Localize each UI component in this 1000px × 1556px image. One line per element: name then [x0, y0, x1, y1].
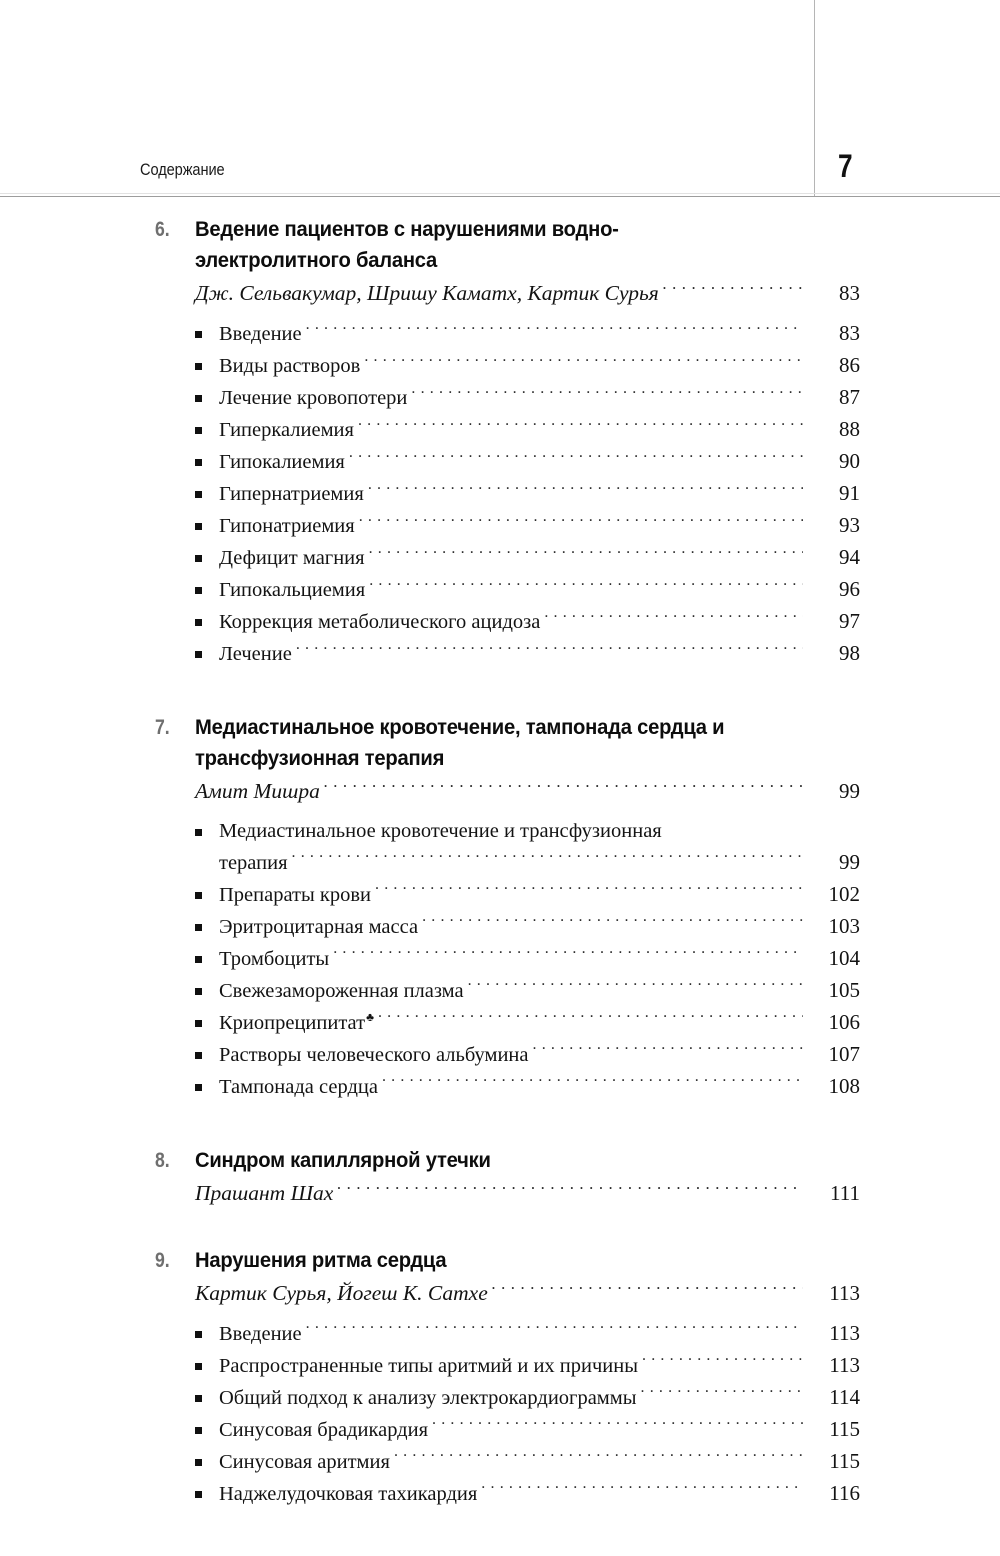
chapter-spacer: [0, 1209, 1000, 1245]
square-bullet-icon: [195, 318, 219, 349]
chapter-page-number: 83: [839, 281, 860, 305]
list-item-page-number: 116: [829, 1480, 860, 1505]
list-item-label: Синусовая аритмия: [219, 1450, 390, 1473]
list-item-label: Гипернатриемия: [219, 483, 364, 505]
dot-leader: [375, 880, 803, 901]
square-bullet-icon: [195, 574, 219, 605]
chapter-heading[interactable]: [0, 712, 1000, 774]
list-item-body: [219, 350, 860, 382]
list-item-body: [219, 1039, 860, 1071]
list-item-page-number: 115: [829, 1416, 860, 1441]
list-item[interactable]: [195, 638, 860, 670]
square-bullet-icon: [195, 1318, 219, 1349]
list-item-body: [219, 975, 860, 1007]
square-bullet-icon: [195, 478, 219, 509]
dot-leader: [492, 1278, 803, 1300]
footnote-marker-icon: ♣: [366, 1009, 374, 1024]
chapter-authors: Прашант Шах: [195, 1180, 334, 1205]
chapter-section-list: [0, 1318, 1000, 1510]
dot-leader: [468, 976, 803, 997]
list-item-leader-row: [219, 1039, 860, 1071]
list-item-leader-row: [219, 574, 860, 606]
square-bullet-icon: [195, 510, 219, 541]
chapter-page-number: 113: [829, 1280, 860, 1305]
dot-leader: [481, 1479, 803, 1500]
dot-leader: [422, 912, 803, 933]
list-item-leader-row: [219, 943, 860, 975]
list-item[interactable]: [195, 478, 860, 510]
table-of-contents: [0, 214, 1000, 1510]
list-item-label: Виды растворов: [219, 355, 361, 377]
list-item-page-number: 83: [839, 321, 860, 345]
dot-leader: [306, 1319, 803, 1340]
chapter-title: Ведение пациентов с нарушениями водно-электролитного баланса: [195, 217, 619, 272]
list-item-page-number: 113: [829, 1320, 860, 1345]
list-item-body: [219, 510, 860, 542]
dot-leader: [296, 640, 803, 661]
dot-leader: [411, 384, 803, 405]
toc-chapter: [0, 1145, 1000, 1209]
list-item-leader-row: [219, 478, 860, 510]
list-item-label-continued: терапия: [219, 851, 288, 874]
list-item-page-number: 103: [828, 913, 860, 938]
square-bullet-icon: [195, 350, 219, 381]
square-bullet-icon: [195, 414, 219, 445]
list-item-body: [219, 816, 860, 878]
square-bullet-icon: [195, 879, 219, 910]
list-item[interactable]: [195, 911, 860, 943]
chapter-authors-row[interactable]: [0, 775, 1000, 807]
chapter-number: 8.: [155, 1148, 170, 1172]
square-bullet-icon: [195, 1039, 219, 1070]
chapter-page-number: 111: [830, 1180, 860, 1205]
chapter-number: 7.: [155, 716, 170, 739]
list-item-leader-row: [219, 1382, 860, 1414]
list-item[interactable]: [195, 542, 860, 574]
list-item-body: [219, 1478, 860, 1510]
list-item-page-number: 113: [829, 1352, 860, 1377]
dot-leader: [544, 608, 803, 629]
list-item-leader-row: [219, 1318, 860, 1350]
toc-chapter: [0, 712, 1000, 1102]
list-item-leader-row: [219, 542, 860, 574]
chapter-authors: Амит Мишра: [195, 779, 320, 803]
chapter-heading[interactable]: [0, 1145, 1000, 1176]
list-item-page-number: 107: [828, 1041, 860, 1066]
chapter-authors-row[interactable]: [0, 1277, 1000, 1309]
dot-leader: [533, 1040, 804, 1061]
chapter-page-number: 99: [839, 779, 860, 803]
list-item-leader-row: [219, 911, 860, 943]
list-item-page-number: 91: [839, 481, 860, 505]
list-item-leader-row: [219, 1446, 860, 1478]
dot-leader: [292, 848, 803, 869]
list-item[interactable]: [195, 446, 860, 478]
running-head-label: Содержание: [140, 160, 225, 179]
list-item-body: [219, 382, 860, 414]
list-item-leader-row: [219, 1414, 860, 1446]
list-item-label: Введение: [219, 323, 302, 345]
chapter-section-list: [0, 816, 1000, 1102]
list-item-label: Растворы человеческого альбумина: [219, 1043, 529, 1066]
header-vertical-rule: [814, 0, 815, 196]
chapter-title: Нарушения ритма сердца: [195, 1247, 447, 1272]
chapter-heading[interactable]: [0, 1245, 1000, 1276]
square-bullet-icon: [195, 1350, 219, 1381]
list-item-leader-row: [219, 1478, 860, 1510]
list-item-body: [219, 1318, 860, 1350]
list-item-page-number: 114: [829, 1384, 860, 1409]
list-item[interactable]: [195, 1039, 860, 1071]
list-item-page-number: 115: [829, 1448, 860, 1473]
list-item-label: Медиастинальное кровотечение и трансфузионная: [219, 820, 662, 842]
list-item[interactable]: [195, 1414, 860, 1446]
list-item[interactable]: [195, 1318, 860, 1350]
list-item-label: Препараты крови: [219, 883, 372, 906]
dot-leader: [324, 777, 803, 799]
list-item[interactable]: [195, 350, 860, 382]
dot-leader: [369, 576, 803, 597]
list-item-page-number: 99: [839, 849, 860, 874]
dot-leader: [364, 352, 803, 373]
square-bullet-icon: [195, 1071, 219, 1102]
list-item-leader-row: [219, 1350, 860, 1382]
square-bullet-icon: [195, 606, 219, 637]
list-item[interactable]: [195, 1382, 860, 1414]
chapter-authors: Дж. Сельвакумар, Шришу Каматх, Картик Сурья: [195, 281, 659, 305]
list-item-leader-row: [219, 1007, 860, 1039]
square-bullet-icon: [195, 638, 219, 669]
dot-leader: [306, 320, 803, 341]
list-item-page-number: 105: [828, 977, 860, 1002]
dot-leader: [369, 544, 803, 565]
list-item-page-number: 88: [839, 417, 860, 441]
list-item-leader-row: [219, 446, 860, 478]
list-item[interactable]: [195, 943, 860, 975]
list-item-leader-row: [219, 382, 860, 414]
list-item-body: [219, 542, 860, 574]
dot-leader: [394, 1447, 803, 1468]
list-item-body: [219, 1446, 860, 1478]
list-item[interactable]: [195, 414, 860, 446]
list-item[interactable]: [195, 606, 860, 638]
list-item-label: Введение: [219, 1322, 302, 1345]
chapter-number: 6.: [155, 218, 170, 241]
list-item-body: [219, 414, 860, 446]
list-item[interactable]: [195, 1350, 860, 1382]
list-item-page-number: 106: [828, 1009, 860, 1034]
chapter-title: Медиастинальное кровотечение, тампонада сердца и трансфузионная терапия: [195, 715, 725, 770]
list-item-label: Тампонада сердца: [219, 1075, 378, 1098]
dot-leader: [333, 944, 803, 965]
chapter-authors-row[interactable]: [0, 277, 1000, 309]
square-bullet-icon: [195, 911, 219, 942]
list-item-body: [219, 478, 860, 510]
chapter-spacer: [0, 1103, 1000, 1145]
list-item[interactable]: [195, 879, 860, 911]
list-item[interactable]: [195, 382, 860, 414]
list-item-page-number: 102: [828, 881, 860, 906]
square-bullet-icon: [195, 1382, 219, 1413]
dot-leader: [642, 1351, 803, 1372]
chapter-authors-row[interactable]: [0, 1177, 1000, 1209]
list-item-label: Тромбоциты: [219, 947, 330, 970]
list-item-leader-row: [219, 414, 860, 446]
list-item-body: [219, 446, 860, 478]
list-item-body: [219, 1007, 860, 1039]
list-item-label: Гипокальциемия: [219, 579, 366, 601]
dot-leader: [337, 1178, 803, 1200]
list-item-label: Лечение кровопотери: [219, 387, 408, 409]
list-item-page-number: 108: [828, 1073, 860, 1098]
list-item-body: [219, 638, 860, 670]
list-item[interactable]: [195, 1007, 860, 1039]
dot-leader: [358, 416, 803, 437]
square-bullet-icon: [195, 1007, 219, 1038]
list-item[interactable]: [195, 318, 860, 350]
list-item-page-number: 94: [839, 545, 860, 569]
dot-leader: [641, 1383, 803, 1404]
list-item-page-number: 93: [839, 513, 860, 537]
dot-leader: [368, 480, 803, 501]
list-item-body: [219, 1071, 860, 1103]
header-horizontal-rule: [0, 196, 1000, 197]
list-item-body: [219, 318, 860, 350]
list-item-leader-row: [219, 318, 860, 350]
header-rule-highlight: [0, 193, 1000, 194]
list-item-body: [219, 879, 860, 911]
list-item-label: Гиперкалиемия: [219, 419, 354, 441]
dot-leader: [432, 1415, 803, 1436]
square-bullet-icon: [195, 943, 219, 974]
list-item[interactable]: [195, 574, 860, 606]
list-item-body: [219, 1382, 860, 1414]
list-item-page-number: 96: [839, 577, 860, 601]
square-bullet-icon: [195, 446, 219, 477]
dot-leader: [349, 448, 803, 469]
list-item-page-number: 87: [839, 385, 860, 409]
chapter-title: Синдром капиллярной утечки: [195, 1147, 491, 1172]
list-item-label: Свежезамороженная плазма: [219, 979, 464, 1002]
chapter-number: 9.: [155, 1248, 170, 1272]
list-item-page-number: 97: [839, 609, 860, 633]
list-item-label: Криопреципитат♣: [219, 1009, 374, 1034]
list-item-leader-row: [219, 879, 860, 911]
square-bullet-icon: [195, 542, 219, 573]
list-item-body: [219, 574, 860, 606]
list-item-body: [219, 1414, 860, 1446]
list-item-body: [219, 606, 860, 638]
list-item-label: Дефицит магния: [219, 547, 365, 569]
dot-leader: [382, 1072, 803, 1093]
chapter-section-list: [0, 318, 1000, 670]
list-item-label: Гипокалиемия: [219, 451, 345, 473]
list-item-leader-row: [219, 975, 860, 1007]
list-item[interactable]: [195, 510, 860, 542]
list-item-body: [219, 1350, 860, 1382]
list-item[interactable]: [195, 1071, 860, 1103]
square-bullet-icon: [195, 1478, 219, 1509]
list-item-body: [219, 943, 860, 975]
list-item-leader-row: [219, 510, 860, 542]
square-bullet-icon: [195, 1414, 219, 1445]
dot-leader: [663, 279, 803, 301]
list-item-label: Синусовая брадикардия: [219, 1418, 429, 1441]
list-item-page-number: 104: [828, 945, 860, 970]
list-item-page-number: 86: [839, 353, 860, 377]
toc-chapter: [0, 214, 1000, 670]
chapter-heading[interactable]: [0, 214, 1000, 276]
list-item-leader-row: [219, 606, 860, 638]
list-item-label: Эритроцитарная масса: [219, 915, 419, 938]
list-item-page-number: 98: [839, 641, 860, 665]
list-item-label: Распространенные типы аритмий и их причины: [219, 1354, 639, 1377]
running-head: [0, 148, 1000, 198]
square-bullet-icon: [195, 975, 219, 1006]
square-bullet-icon: [195, 1446, 219, 1477]
dot-leader: [359, 512, 803, 533]
chapter-authors: Картик Сурья, Йогеш К. Сатхе: [195, 1280, 488, 1305]
list-item-label: Наджелудочковая тахикардия: [219, 1482, 478, 1505]
square-bullet-icon: [195, 816, 219, 847]
list-item-label: Лечение: [219, 643, 292, 665]
list-item-leader-row: [219, 638, 860, 670]
dot-leader: [378, 1008, 803, 1029]
list-item-body: [219, 911, 860, 943]
list-item[interactable]: [195, 975, 860, 1007]
list-item-leader-row: [219, 350, 860, 382]
list-item-page-number: 90: [839, 449, 860, 473]
list-item-leader-row: [219, 847, 860, 879]
list-item-label: Коррекция метаболического ацидоза: [219, 611, 541, 633]
square-bullet-icon: [195, 382, 219, 413]
list-item-label: Общий подход к анализу электрокардиограммы: [219, 1386, 637, 1409]
page-number-folio: 7: [838, 148, 853, 184]
list-item-label: Гипонатриемия: [219, 515, 355, 537]
list-item[interactable]: [195, 1446, 860, 1478]
toc-chapter: [0, 1245, 1000, 1510]
list-item-leader-row: [219, 1071, 860, 1103]
list-item[interactable]: [195, 816, 860, 878]
chapter-spacer: [0, 670, 1000, 712]
list-item[interactable]: [195, 1478, 860, 1510]
